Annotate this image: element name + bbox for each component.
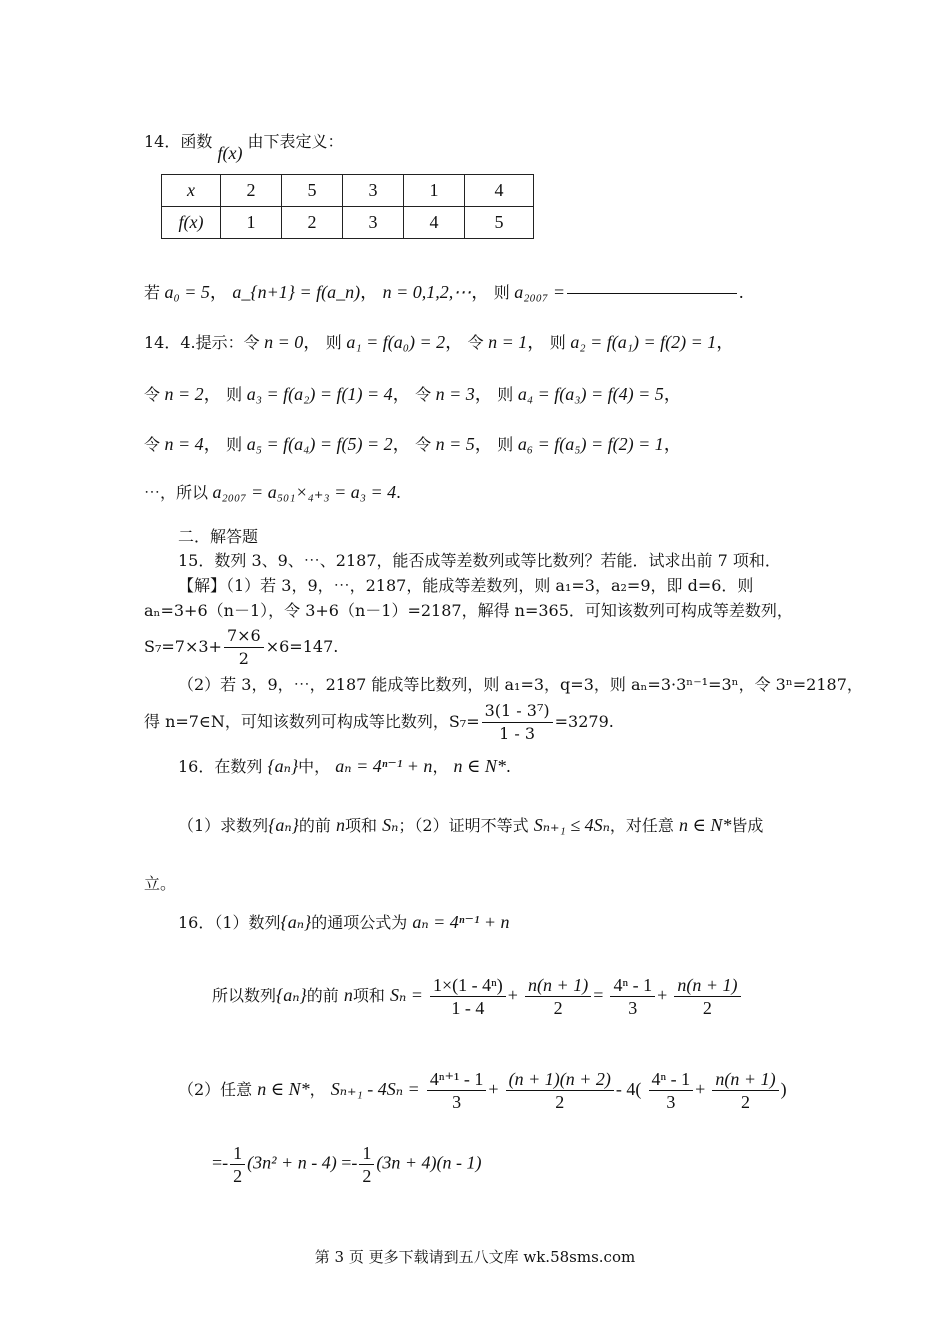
ans14-line2: 令 n = 2， 则 a₃ = f(a₂) = f(1) = 4， 令 n = 3， 则 a₄ = f(a₃) = f(4) = 5，	[144, 384, 682, 404]
table-cell: 2	[282, 207, 343, 239]
fraction: $\frac{n(n + 1)}{2}$	[674, 974, 740, 1019]
fraction: $\frac{n(n + 1)}{2}$	[525, 974, 591, 1019]
fraction: $\frac{n(n + 1)}{2}$	[712, 1068, 778, 1113]
q16-title: 16．在数列 {aₙ}中， aₙ = 4ⁿ⁻¹ + n， n ∈ N*.	[178, 756, 511, 776]
answer-blank	[567, 293, 737, 294]
table-cell: 1	[221, 207, 282, 239]
fraction: $\frac{\text{3(1 - 3⁷)}}{1 - 3}$	[482, 700, 553, 745]
table-cell: 5	[465, 207, 534, 239]
section-heading: 二．解答题	[178, 527, 259, 546]
ans14-line4: ⋯，所以 a₂₀₀₇ = a₅₀₁×₄₊₃ = a₃ = 4.	[144, 482, 401, 502]
table-header-x: x	[162, 175, 221, 207]
function-table	[161, 174, 534, 239]
fraction: $\frac{(n + 1)(n + 2)}{2}$	[506, 1068, 614, 1113]
ans14-line3: 令 n = 4， 则 a₅ = f(a₄) = f(5) = 2， 令 n = 5， 则 a₆ = f(a₅) = f(2) = 1，	[144, 434, 682, 454]
table-cell: 1	[404, 175, 465, 207]
ans16-result: =- $\frac{1}{2}$ (3n² + n - 4) =- $\frac{1}{2}$ (3n + 4)(n - 1)	[212, 1143, 482, 1186]
table-cell: 2	[221, 175, 282, 207]
table-cell: 3	[343, 207, 404, 239]
q16-parts: （1）求数列{aₙ}的前 n项和 Sₙ；（2）证明不等式 Sₙ₊₁ ≤ 4Sₙ，对任意 n ∈ N*皆成	[178, 815, 764, 835]
fraction: $\frac{\text{4ⁿ - 1}}{3}$	[610, 974, 655, 1019]
page-footer: 第 3 页 更多下载请到五八文库 wk.58sms.com	[314, 1248, 636, 1266]
ans14-line1: 14．4.提示：令 n = 0， 则 a₁ = f(a₀) = 2， 令 n = 1， 则 a₂ = f(a₁) = f(2) = 1，	[144, 332, 735, 352]
q15-sol1-line1: 【解】（1）若 3，9，⋯，2187，能成等差数列，则 a₁=3，a₂=9，即 d=6．则	[178, 576, 754, 595]
q15-sol1-line2: aₙ=3+6（n－1），令 3+6（n－1）=2187，解得 n=365．可知该数列可构成等差数列，	[144, 601, 793, 620]
fraction: $\frac{1}{2}$	[359, 1142, 374, 1187]
fraction: $\frac{7\times 6}{2}$	[224, 625, 264, 670]
fraction: $\frac{1}{2}$	[230, 1142, 245, 1187]
q15-sol2-line2: 得 n=7∈N，可知该数列可构成等比数列，S₇= $\frac{\text{3(1 - 3⁷)}}{1 - 3}$ =3279.	[144, 701, 614, 743]
fraction: $\frac{\text{4ⁿ - 1}}{3}$	[649, 1068, 694, 1113]
fx-symbol: f(x)	[217, 143, 243, 163]
ans16-line1: 16．（1）数列{aₙ}的通项公式为 aₙ = 4ⁿ⁻¹ + n	[178, 912, 510, 932]
ans16-sum: 所以数列{aₙ}的前 n项和 Sₙ = $\frac{\text{1×(1 - 4ⁿ)}}{1 - 4}$ + $\frac{n(n + 1)}{2}$ = $\frac{\text{4ⁿ - 1}}{3}$ + $\frac{n(n + 1)}{2}$	[212, 974, 743, 1019]
table-row	[162, 207, 534, 239]
q15-title: 15．数列 3、9、⋯、2187，能否成等差数列或等比数列？若能．试求出前 7 项和．	[178, 551, 781, 570]
q14-intro: 14．函数 f(x) 由下表定义：	[144, 132, 344, 163]
q15-s7-arith: S₇=7×3+ $\frac{7\times 6}{2}$ ×6=147.	[144, 626, 339, 668]
table-cell: 4	[465, 175, 534, 207]
table-cell: 4	[404, 207, 465, 239]
q15-sol2-line1: （2）若 3，9，⋯，2187 能成等比数列，则 a₁=3，q=3，则 aₙ=3·3ⁿ⁻¹=3ⁿ，令 3ⁿ=2187，	[178, 675, 863, 694]
fraction: $\frac{\text{4ⁿ⁺¹ - 1}}{3}$	[427, 1068, 487, 1113]
table-cell: 3	[343, 175, 404, 207]
q16-wrap: 立。	[144, 874, 177, 893]
table-row	[162, 175, 534, 207]
table-cell: 5	[282, 175, 343, 207]
q14-condition: 若 a₀ = 5， a_{n+1} = f(a_n)， n = 0,1,2,⋯， 则 a₂₀₀₇ = .	[144, 282, 744, 302]
fraction: $\frac{\text{1×(1 - 4ⁿ)}}{1 - 4}$	[430, 974, 506, 1019]
table-header-fx: f(x)	[162, 207, 221, 239]
ans16-part2: （2）任意 n ∈ N*， Sₙ₊₁ - 4Sₙ = $\frac{\text{4ⁿ⁺¹ - 1}}{3}$ + $\frac{(n + 1)(n + 2)}{2}$ - 4( $\frac{\text{4ⁿ - 1}}{3}$ + $\frac{n(n + 1)}{2}$ )	[178, 1069, 787, 1112]
